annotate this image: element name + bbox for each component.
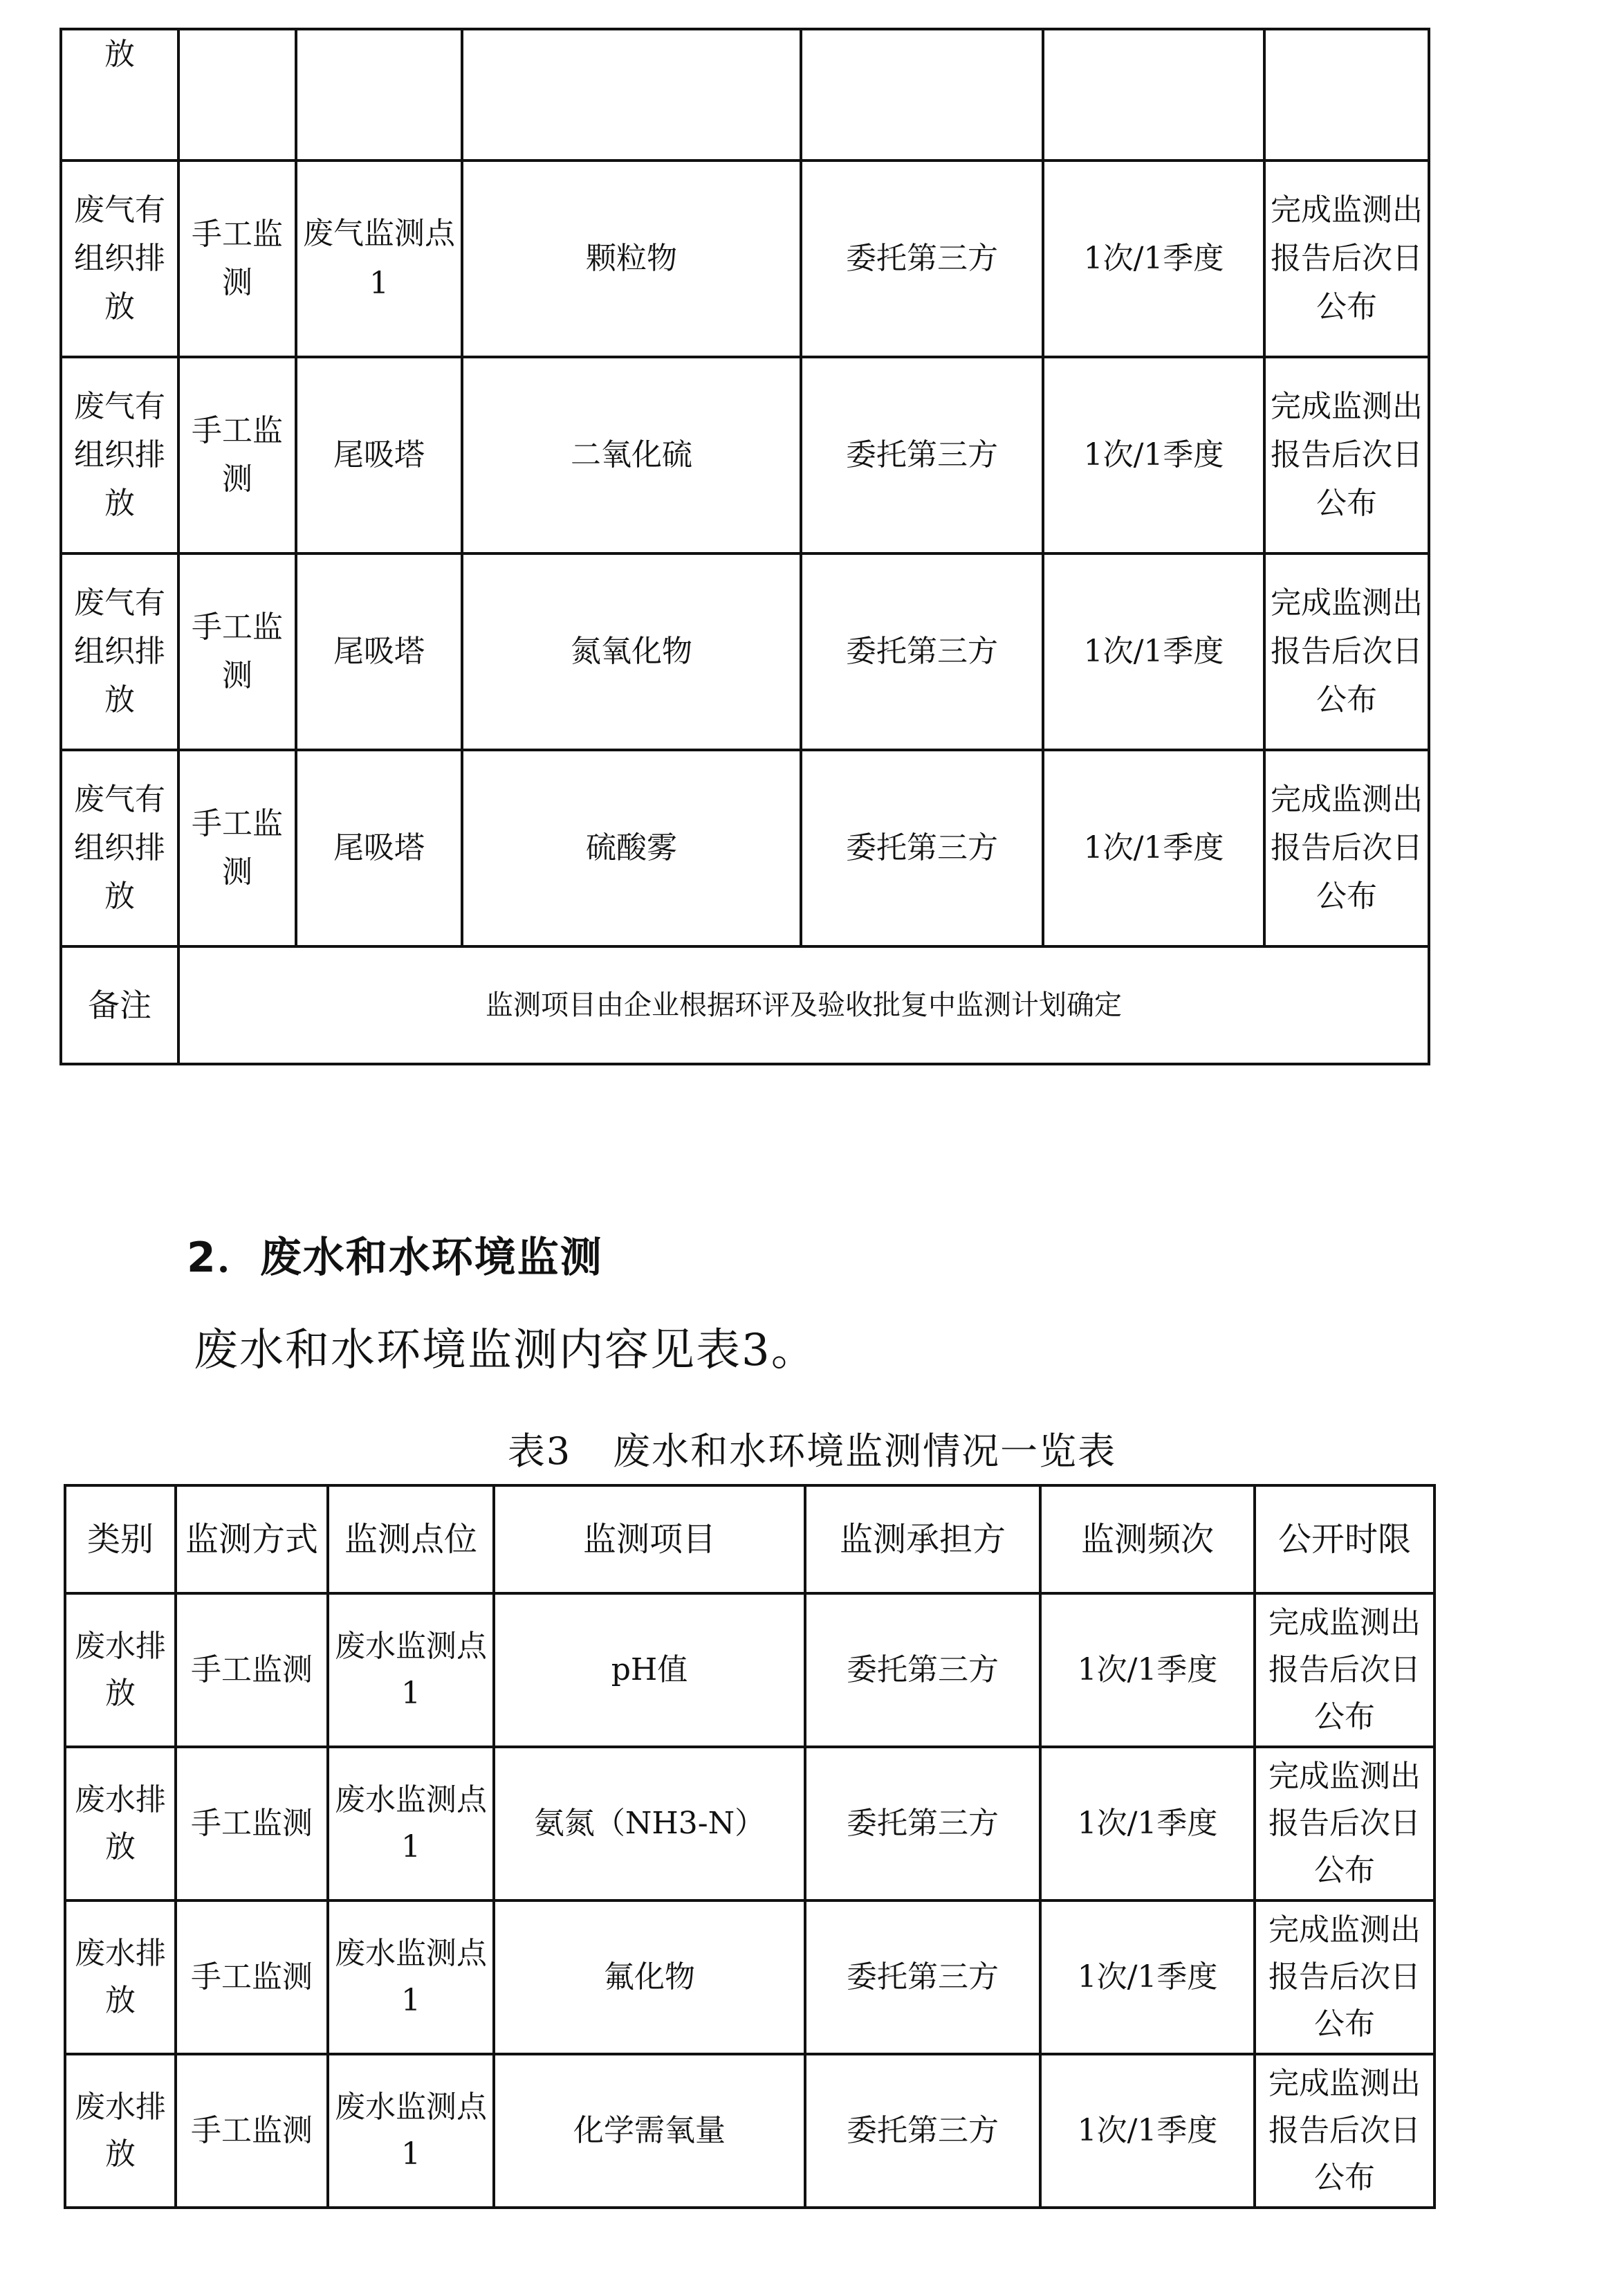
publish-cell: 完成监测出报告后次日公布 [1264, 161, 1429, 357]
note-text: 监测项目由企业根据环评及验收批复中监测计划确定 [178, 946, 1429, 1064]
header-undertaker: 监测承担方 [805, 1485, 1040, 1593]
method-cell: 手工监测 [176, 2054, 328, 2208]
item-cell: 氮氧化物 [462, 553, 801, 750]
point-cell: 尾吸塔 [296, 750, 462, 946]
point-cell: 废水监测点1 [328, 1900, 494, 2054]
method-cell: 手工监测 [178, 553, 296, 750]
method-cell: 手工监测 [176, 1900, 328, 2054]
table-row [61, 357, 1429, 553]
table-caption-title: 废水和水环境监测情况一览表 [613, 1429, 1117, 1473]
empty-cell [462, 29, 801, 161]
table-row [61, 553, 1429, 750]
section-paragraph: 废水和水环境监测内容见表3。 [194, 1325, 817, 1376]
method-cell: 手工监测 [178, 161, 296, 357]
table-row [65, 1747, 1434, 1900]
header-item: 监测项目 [494, 1485, 805, 1593]
frequency-cell: 1次/1季度 [1040, 1593, 1255, 1747]
frequency-cell: 1次/1季度 [1040, 1747, 1255, 1900]
frequency-cell: 1次/1季度 [1043, 161, 1264, 357]
frequency-cell: 1次/1季度 [1040, 1900, 1255, 2054]
item-cell: 硫酸雾 [462, 750, 801, 946]
item-cell: 氨氮（NH3-N） [494, 1747, 805, 1900]
item-cell: 二氧化硫 [462, 357, 801, 553]
frequency-cell: 1次/1季度 [1040, 2054, 1255, 2208]
publish-cell: 完成监测出报告后次日公布 [1255, 2054, 1434, 2208]
section-heading: 2．废水和水环境监测 [187, 1234, 603, 1282]
empty-cell [801, 29, 1043, 161]
undertaker-cell: 委托第三方 [801, 161, 1043, 357]
method-cell: 手工监测 [176, 1593, 328, 1747]
empty-cell [1264, 29, 1429, 161]
publish-cell: 完成监测出报告后次日公布 [1264, 553, 1429, 750]
point-cell: 废水监测点1 [328, 1593, 494, 1747]
category-cell: 放 [61, 29, 178, 161]
note-row [61, 946, 1429, 1064]
table-row [61, 161, 1429, 357]
undertaker-cell: 委托第三方 [801, 357, 1043, 553]
empty-cell [1043, 29, 1264, 161]
point-cell: 废气监测点1 [296, 161, 462, 357]
category-cell: 废水排放 [65, 1747, 176, 1900]
publish-cell: 完成监测出报告后次日公布 [1264, 357, 1429, 553]
point-cell: 废水监测点1 [328, 1747, 494, 1900]
category-cell: 废水排放 [65, 2054, 176, 2208]
empty-cell [296, 29, 462, 161]
frequency-cell: 1次/1季度 [1043, 750, 1264, 946]
table-caption [0, 1422, 1624, 1475]
undertaker-cell: 委托第三方 [801, 750, 1043, 946]
undertaker-cell: 委托第三方 [805, 1747, 1040, 1900]
undertaker-cell: 委托第三方 [805, 1900, 1040, 2054]
table-row [61, 29, 1429, 161]
publish-cell: 完成监测出报告后次日公布 [1255, 1900, 1434, 2054]
waste-water-monitoring-table [64, 1484, 1436, 2209]
item-cell: 氟化物 [494, 1900, 805, 2054]
note-label: 备注 [61, 946, 178, 1064]
header-method: 监测方式 [176, 1485, 328, 1593]
item-cell: pH值 [494, 1593, 805, 1747]
header-publish: 公开时限 [1255, 1485, 1434, 1593]
empty-cell [178, 29, 296, 161]
method-cell: 手工监测 [176, 1747, 328, 1900]
category-cell: 废水排放 [65, 1900, 176, 2054]
header-category: 类别 [65, 1485, 176, 1593]
publish-cell: 完成监测出报告后次日公布 [1255, 1593, 1434, 1747]
method-cell: 手工监测 [178, 750, 296, 946]
table-row [65, 1900, 1434, 2054]
undertaker-cell: 委托第三方 [805, 1593, 1040, 1747]
category-cell: 废气有组织排放 [61, 553, 178, 750]
category-cell: 废水排放 [65, 1593, 176, 1747]
header-point: 监测点位 [328, 1485, 494, 1593]
undertaker-cell: 委托第三方 [805, 2054, 1040, 2208]
table-row [65, 1593, 1434, 1747]
undertaker-cell: 委托第三方 [801, 553, 1043, 750]
category-cell: 废气有组织排放 [61, 357, 178, 553]
table-row [65, 2054, 1434, 2208]
frequency-cell: 1次/1季度 [1043, 553, 1264, 750]
header-row [65, 1485, 1434, 1593]
frequency-cell: 1次/1季度 [1043, 357, 1264, 553]
point-cell: 废水监测点1 [328, 2054, 494, 2208]
header-frequency: 监测频次 [1040, 1485, 1255, 1593]
waste-gas-monitoring-table [59, 28, 1430, 1065]
category-cell: 废气有组织排放 [61, 161, 178, 357]
item-cell: 化学需氧量 [494, 2054, 805, 2208]
table-row [61, 750, 1429, 946]
table-caption-number: 表3 [507, 1429, 572, 1473]
category-cell: 废气有组织排放 [61, 750, 178, 946]
point-cell: 尾吸塔 [296, 553, 462, 750]
item-cell: 颗粒物 [462, 161, 801, 357]
method-cell: 手工监测 [178, 357, 296, 553]
publish-cell: 完成监测出报告后次日公布 [1255, 1747, 1434, 1900]
publish-cell: 完成监测出报告后次日公布 [1264, 750, 1429, 946]
point-cell: 尾吸塔 [296, 357, 462, 553]
